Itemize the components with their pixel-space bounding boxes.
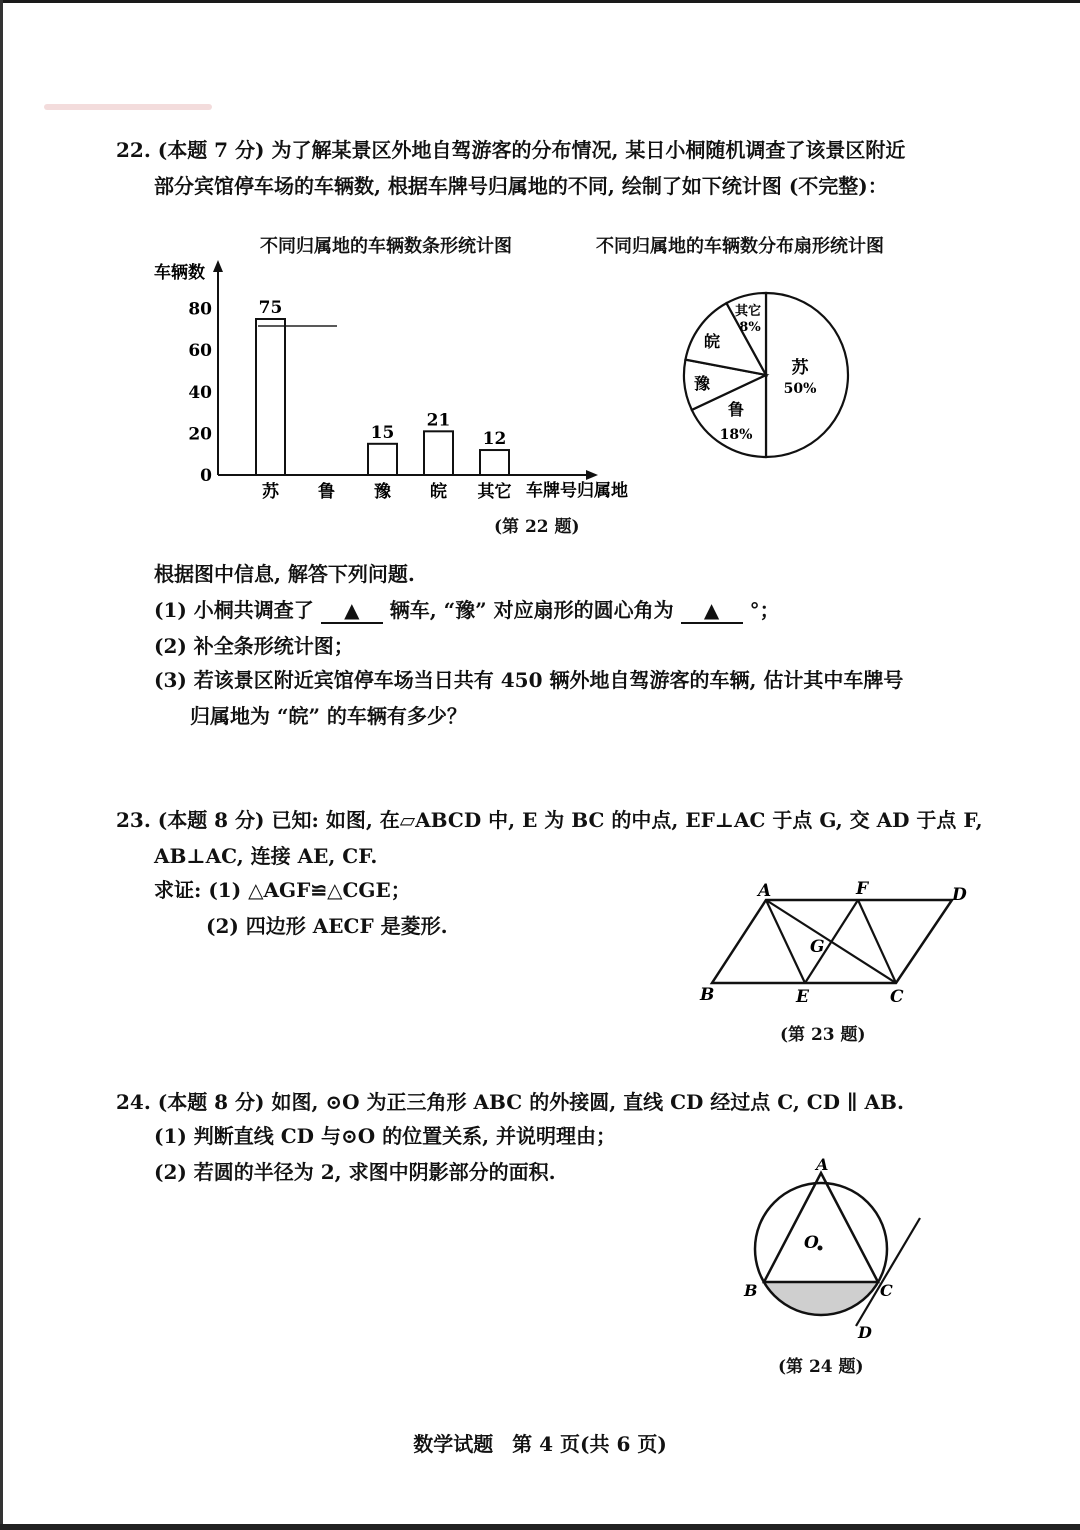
y-tick-label: 60: [188, 341, 212, 362]
y-tick-label: 40: [188, 382, 212, 403]
line-cd: [856, 1218, 920, 1326]
bar-value-label: 12: [482, 429, 507, 450]
point-label-g: G: [810, 937, 825, 957]
point-label-e: E: [796, 987, 809, 1006]
pie-percent-lu: 18%: [719, 427, 753, 443]
x-tick-label: 鲁: [318, 482, 335, 502]
y-axis-label: 车辆数: [154, 263, 205, 283]
q23-parallelogram-figure: [690, 876, 990, 1006]
y-tick-label: 20: [188, 424, 212, 445]
answer-blank-2[interactable]: ▲: [681, 598, 743, 624]
q22-sub2: (2) 补全条形统计图；: [154, 634, 354, 658]
point-label-a: A: [758, 881, 772, 901]
q23-line4: (2) 四边形 AECF 是菱形.: [206, 914, 448, 938]
bar: [256, 319, 285, 475]
scan-mark: [44, 104, 212, 110]
pie-chart-title: 不同归属地的车辆数分布扇形统计图: [596, 236, 884, 257]
q22-sub3-line1: (3) 若该景区附近宾馆停车场当日共有 450 辆外地自驾游客的车辆, 估计其中车牌号: [154, 668, 904, 692]
page-edge: [0, 1524, 1080, 1530]
x-tick-label: 皖: [430, 482, 447, 502]
q24-line1: 24. (本题 8 分) 如图, ⊙O 为正三角形 ABC 的外接圆, 直线 CD 经过点 C, CD ∥ AB.: [116, 1090, 904, 1114]
triangle-abc: [764, 1173, 878, 1282]
x-tick-label: 苏: [262, 482, 279, 502]
bar-chart: [150, 258, 670, 508]
point-label-o: O: [804, 1233, 819, 1253]
pie-label-other: 其它: [734, 304, 762, 319]
q23-line2: AB⊥AC, 连接 AE, CF.: [154, 844, 378, 868]
q22-line1: 22. (本题 7 分) 为了解某景区外地自驾游客的分布情况, 某日小桐随机调查了该景区附近: [116, 138, 906, 162]
point-label-b: B: [700, 985, 715, 1005]
x-axis-label: 车牌号归属地: [526, 481, 628, 501]
point-label-b: B: [744, 1281, 758, 1300]
pie-percent-other: 8%: [739, 320, 761, 335]
q24-line3: (2) 若圆的半径为 2, 求图中阴影部分的面积.: [154, 1160, 556, 1184]
bar: [480, 450, 509, 475]
q22-sub1-text-a: (1) 小桐共调查了: [154, 598, 314, 622]
x-axis-arrow: [586, 470, 598, 480]
q22-sub3-line2: 归属地为 “皖” 的车辆有多少？: [190, 704, 467, 728]
q23-line3: 求证: (1) △AGF≌△CGE；: [154, 878, 411, 902]
bar: [368, 444, 397, 475]
q23-line1: 23. (本题 8 分) 已知: 如图, 在▱ABCD 中, E 为 BC 的中点, EF⊥AC 于点 G, 交 AD 于点 F,: [116, 808, 983, 832]
pie-percent-su: 50%: [783, 381, 817, 397]
q22-sub1-text-c: °；: [749, 598, 780, 622]
footer-page: 第 4 页(共 6 页): [512, 1432, 667, 1456]
point-label-d: D: [858, 1323, 872, 1342]
q22-intro: 根据图中信息, 解答下列问题.: [154, 562, 415, 586]
y-tick-label: 80: [188, 299, 212, 320]
footer-subject: 数学试题: [413, 1432, 494, 1456]
q22-sub1: [154, 596, 780, 624]
q24-line2: (1) 判断直线 CD 与⊙O 的位置关系, 并说明理由；: [154, 1124, 617, 1148]
figure-caption-24: (第 24 题): [778, 1357, 864, 1377]
pie-label-wan: 皖: [703, 332, 721, 351]
y-axis-arrow: [213, 260, 223, 272]
y-tick-label: 0: [200, 466, 212, 486]
bar-value-label: 21: [426, 410, 451, 431]
q24-circle-figure: [730, 1156, 940, 1346]
page-footer: [0, 1428, 1080, 1457]
bar-value-label: 15: [370, 422, 395, 443]
bar-chart-title: 不同归属地的车辆数条形统计图: [260, 236, 512, 257]
page-edge: [0, 0, 1080, 3]
point-label-f: F: [856, 879, 869, 899]
pie-chart: [666, 275, 866, 475]
shaded-segment: [764, 1282, 878, 1315]
answer-blank-1[interactable]: ▲: [321, 598, 383, 624]
bar-value-label: 75: [258, 298, 283, 318]
point-label-d: D: [952, 885, 967, 905]
point-label-a: A: [816, 1156, 829, 1174]
bar: [424, 431, 453, 475]
point-label-c: C: [890, 987, 904, 1006]
x-tick-label: 其它: [477, 482, 512, 502]
point-label-c: C: [880, 1281, 893, 1300]
page-edge: [0, 0, 3, 1530]
pie-label-su: 苏: [791, 358, 809, 378]
q22-line2: 部分宾馆停车场的车辆数, 根据车牌号归属地的不同, 绘制了如下统计图 (不完整)：: [154, 174, 888, 198]
q22-sub1-text-b: 辆车, “豫” 对应扇形的圆心角为: [389, 598, 674, 622]
figure-caption-23: (第 23 题): [780, 1025, 866, 1045]
pie-label-lu: 鲁: [727, 400, 745, 419]
figure-caption-22: (第 22 题): [494, 517, 580, 537]
pie-label-yu: 豫: [693, 374, 711, 393]
x-tick-label: 豫: [374, 482, 391, 502]
